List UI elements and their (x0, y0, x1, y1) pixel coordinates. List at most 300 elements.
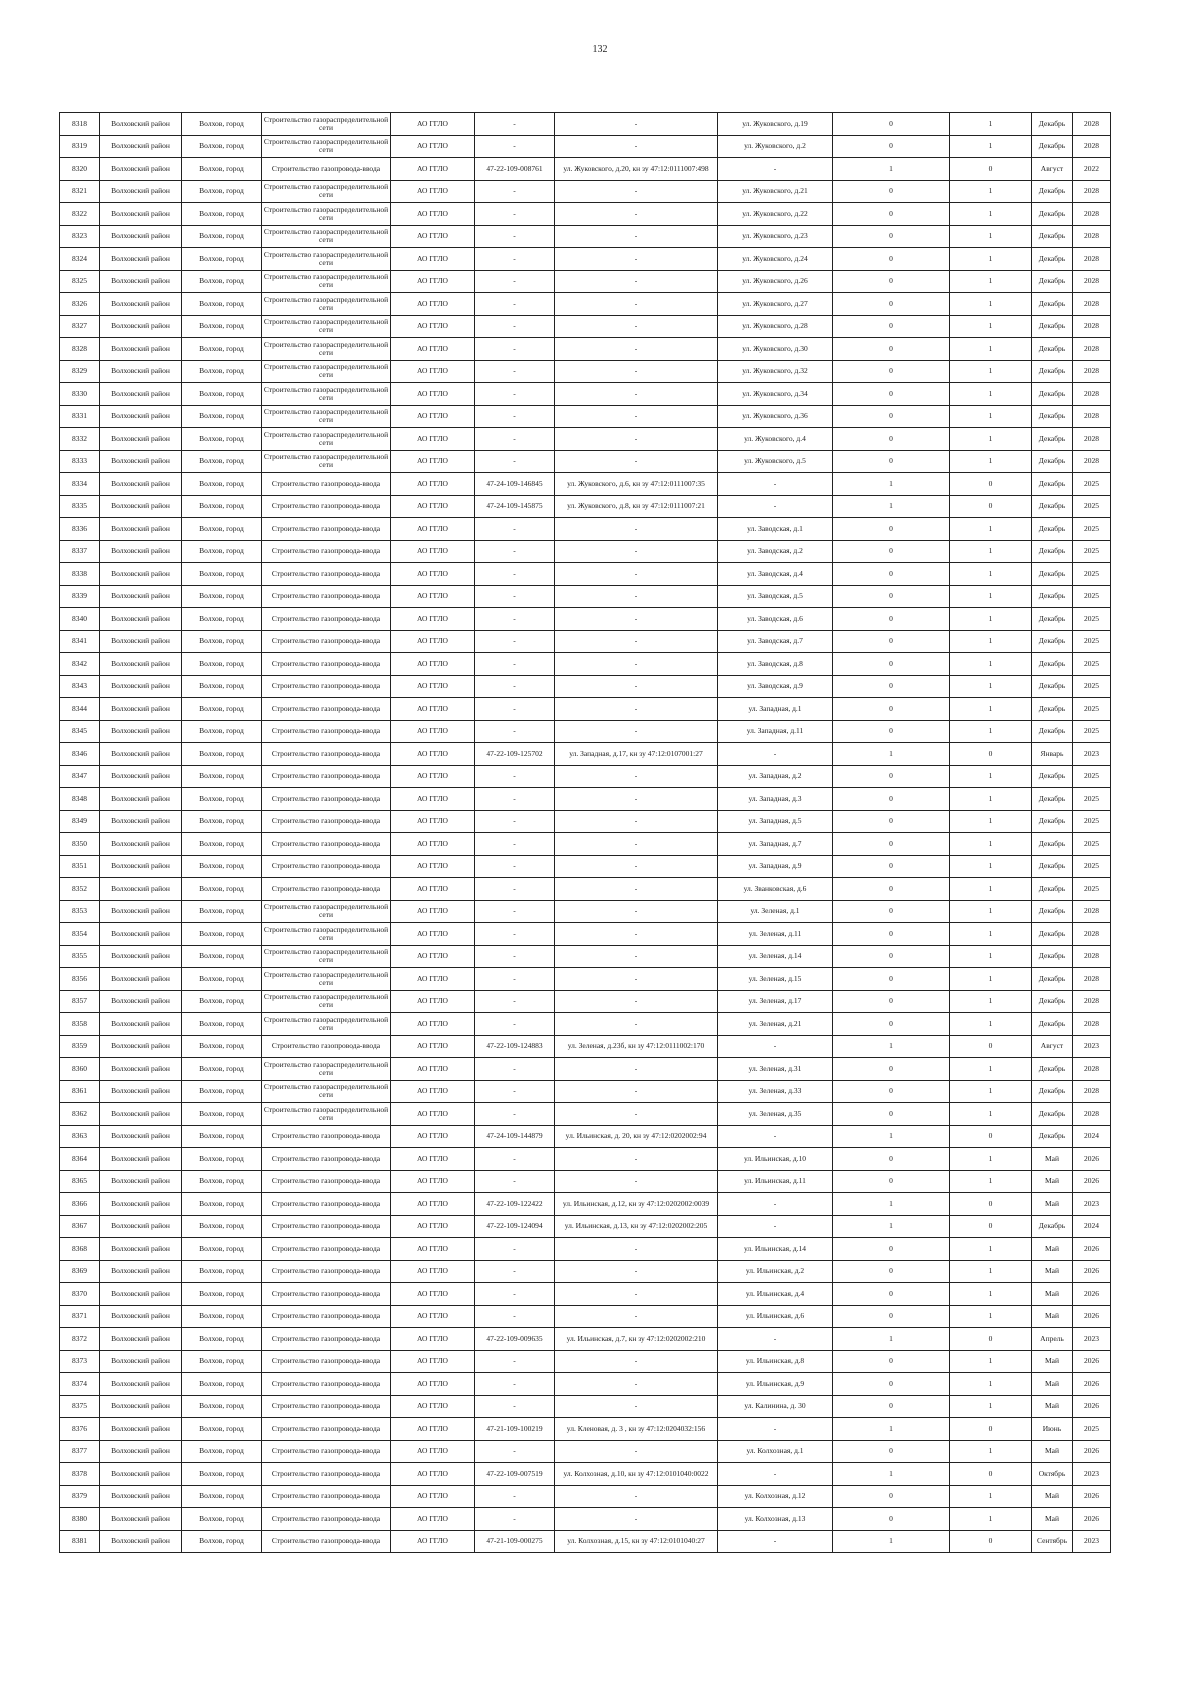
work-type-cell: Строительство газопровода-ввода (262, 833, 391, 856)
cadastral-address-cell: - (555, 855, 718, 878)
table-row (60, 248, 1111, 271)
address-cell: ул. Западная, д.2 (718, 765, 833, 788)
cadastral-address-cell: - (555, 653, 718, 676)
work-type-cell: Строительство газопровода-ввода (262, 1125, 391, 1148)
work-type-cell: Строительство газопровода-ввода (262, 698, 391, 721)
count-planned-cell: 1 (950, 293, 1032, 316)
table-row (60, 968, 1111, 991)
settlement-cell: Волхов, город (182, 1103, 262, 1126)
year-cell: 2025 (1073, 630, 1111, 653)
cadastral-address-cell: - (555, 765, 718, 788)
work-type-cell: Строительство газораспределительной сети (262, 1103, 391, 1126)
month-cell: Декабрь (1032, 540, 1073, 563)
settlement-cell: Волхов, город (182, 1463, 262, 1486)
district-cell: Волховский район (100, 518, 182, 541)
district-cell: Волховский район (100, 248, 182, 271)
table-row (60, 293, 1111, 316)
count-planned-cell: 0 (950, 1530, 1032, 1553)
work-type-cell: Строительство газораспределительной сети (262, 1080, 391, 1103)
operator-cell: АО ГГЛО (391, 1418, 475, 1441)
district-cell: Волховский район (100, 383, 182, 406)
row-number-cell: 8372 (60, 1328, 100, 1351)
district-cell: Волховский район (100, 1283, 182, 1306)
table-row (60, 405, 1111, 428)
district-cell: Волховский район (100, 1530, 182, 1553)
row-number-cell: 8322 (60, 203, 100, 226)
address-cell: ул. Зеленая, д.15 (718, 968, 833, 991)
application-number-cell: - (475, 630, 555, 653)
district-cell: Волховский район (100, 1238, 182, 1261)
row-number-cell: 8329 (60, 360, 100, 383)
cadastral-address-cell: - (555, 1485, 718, 1508)
address-cell: ул. Заводская, д.4 (718, 563, 833, 586)
table-row (60, 1193, 1111, 1216)
district-cell: Волховский район (100, 540, 182, 563)
count-planned-cell: 1 (950, 585, 1032, 608)
month-cell: Декабрь (1032, 338, 1073, 361)
row-number-cell: 8336 (60, 518, 100, 541)
work-type-cell: Строительство газопровода-ввода (262, 1508, 391, 1531)
count-planned-cell: 1 (950, 1013, 1032, 1036)
cadastral-address-cell: - (555, 248, 718, 271)
year-cell: 2028 (1073, 113, 1111, 136)
count-planned-cell: 1 (950, 450, 1032, 473)
operator-cell: АО ГГЛО (391, 630, 475, 653)
cadastral-address-cell: - (555, 518, 718, 541)
district-cell: Волховский район (100, 698, 182, 721)
count-connected-cell: 0 (833, 428, 950, 451)
cadastral-address-cell: - (555, 1373, 718, 1396)
cadastral-address-cell: ул. Кленовая, д. 3 , кн зу 47:12:0204032:156 (555, 1418, 718, 1441)
work-type-cell: Строительство газораспределительной сети (262, 945, 391, 968)
table-row (60, 1148, 1111, 1171)
address-cell: ул. Жуковского, д.27 (718, 293, 833, 316)
count-connected-cell: 0 (833, 1350, 950, 1373)
address-cell: ул. Калинина, д. 30 (718, 1395, 833, 1418)
table-row (60, 630, 1111, 653)
month-cell: Декабрь (1032, 518, 1073, 541)
application-number-cell: 47-24-109-144879 (475, 1125, 555, 1148)
cadastral-address-cell: - (555, 1508, 718, 1531)
year-cell: 2028 (1073, 1103, 1111, 1126)
settlement-cell: Волхов, город (182, 1305, 262, 1328)
application-number-cell: - (475, 1260, 555, 1283)
work-type-cell: Строительство газопровода-ввода (262, 158, 391, 181)
settlement-cell: Волхов, город (182, 855, 262, 878)
work-type-cell: Строительство газораспределительной сети (262, 1058, 391, 1081)
district-cell: Волховский район (100, 675, 182, 698)
month-cell: Май (1032, 1440, 1073, 1463)
count-connected-cell: 0 (833, 1283, 950, 1306)
year-cell: 2026 (1073, 1395, 1111, 1418)
row-number-cell: 8373 (60, 1350, 100, 1373)
address-cell: ул. Заводская, д.1 (718, 518, 833, 541)
cadastral-address-cell: - (555, 1080, 718, 1103)
district-cell: Волховский район (100, 1080, 182, 1103)
count-planned-cell: 1 (950, 1373, 1032, 1396)
year-cell: 2026 (1073, 1148, 1111, 1171)
count-connected-cell: 0 (833, 1485, 950, 1508)
operator-cell: АО ГГЛО (391, 1485, 475, 1508)
row-number-cell: 8323 (60, 225, 100, 248)
row-number-cell: 8356 (60, 968, 100, 991)
row-number-cell: 8340 (60, 608, 100, 631)
row-number-cell: 8375 (60, 1395, 100, 1418)
operator-cell: АО ГГЛО (391, 878, 475, 901)
row-number-cell: 8343 (60, 675, 100, 698)
operator-cell: АО ГГЛО (391, 1013, 475, 1036)
application-number-cell: - (475, 225, 555, 248)
row-number-cell: 8331 (60, 405, 100, 428)
district-cell: Волховский район (100, 1328, 182, 1351)
work-type-cell: Строительство газораспределительной сети (262, 270, 391, 293)
settlement-cell: Волхов, город (182, 180, 262, 203)
row-number-cell: 8366 (60, 1193, 100, 1216)
month-cell: Май (1032, 1485, 1073, 1508)
work-type-cell: Строительство газопровода-ввода (262, 1373, 391, 1396)
count-connected-cell: 0 (833, 203, 950, 226)
work-type-cell: Строительство газораспределительной сети (262, 180, 391, 203)
row-number-cell: 8380 (60, 1508, 100, 1531)
district-cell: Волховский район (100, 855, 182, 878)
count-planned-cell: 0 (950, 1328, 1032, 1351)
district-cell: Волховский район (100, 765, 182, 788)
settlement-cell: Волхов, город (182, 945, 262, 968)
address-cell: - (718, 1530, 833, 1553)
count-planned-cell: 1 (950, 923, 1032, 946)
settlement-cell: Волхов, город (182, 1418, 262, 1441)
operator-cell: АО ГГЛО (391, 788, 475, 811)
row-number-cell: 8332 (60, 428, 100, 451)
count-planned-cell: 0 (950, 1215, 1032, 1238)
count-planned-cell: 1 (950, 1058, 1032, 1081)
settlement-cell: Волхов, город (182, 113, 262, 136)
table-row (60, 1485, 1111, 1508)
count-planned-cell: 1 (950, 1238, 1032, 1261)
operator-cell: АО ГГЛО (391, 833, 475, 856)
work-type-cell: Строительство газораспределительной сети (262, 1013, 391, 1036)
cadastral-address-cell: - (555, 135, 718, 158)
application-number-cell: 47-22-109-124094 (475, 1215, 555, 1238)
row-number-cell: 8337 (60, 540, 100, 563)
row-number-cell: 8381 (60, 1530, 100, 1553)
row-number-cell: 8360 (60, 1058, 100, 1081)
table-row (60, 1328, 1111, 1351)
district-cell: Волховский район (100, 810, 182, 833)
count-connected-cell: 0 (833, 720, 950, 743)
month-cell: Май (1032, 1193, 1073, 1216)
cadastral-address-cell: - (555, 833, 718, 856)
work-type-cell: Строительство газопровода-ввода (262, 878, 391, 901)
settlement-cell: Волхов, город (182, 518, 262, 541)
cadastral-address-cell: - (555, 225, 718, 248)
year-cell: 2025 (1073, 563, 1111, 586)
operator-cell: АО ГГЛО (391, 225, 475, 248)
month-cell: Декабрь (1032, 630, 1073, 653)
application-number-cell: - (475, 315, 555, 338)
application-number-cell: - (475, 518, 555, 541)
district-cell: Волховский район (100, 113, 182, 136)
count-planned-cell: 1 (950, 945, 1032, 968)
settlement-cell: Волхов, город (182, 1283, 262, 1306)
row-number-cell: 8348 (60, 788, 100, 811)
count-connected-cell: 1 (833, 495, 950, 518)
count-planned-cell: 1 (950, 833, 1032, 856)
address-cell: ул. Жуковского, д.23 (718, 225, 833, 248)
month-cell: Октябрь (1032, 1463, 1073, 1486)
work-type-cell: Строительство газопровода-ввода (262, 788, 391, 811)
cadastral-address-cell: - (555, 698, 718, 721)
application-number-cell: - (475, 1440, 555, 1463)
settlement-cell: Волхов, город (182, 900, 262, 923)
work-type-cell: Строительство газопровода-ввода (262, 563, 391, 586)
count-planned-cell: 1 (950, 1260, 1032, 1283)
settlement-cell: Волхов, город (182, 878, 262, 901)
work-type-cell: Строительство газопровода-ввода (262, 540, 391, 563)
count-planned-cell: 1 (950, 788, 1032, 811)
count-planned-cell: 1 (950, 968, 1032, 991)
application-number-cell: 47-22-109-007519 (475, 1463, 555, 1486)
count-planned-cell: 1 (950, 270, 1032, 293)
month-cell: Май (1032, 1395, 1073, 1418)
row-number-cell: 8352 (60, 878, 100, 901)
district-cell: Волховский район (100, 900, 182, 923)
month-cell: Сентябрь (1032, 1530, 1073, 1553)
count-planned-cell: 1 (950, 428, 1032, 451)
operator-cell: АО ГГЛО (391, 1373, 475, 1396)
row-number-cell: 8363 (60, 1125, 100, 1148)
table-row (60, 135, 1111, 158)
year-cell: 2028 (1073, 900, 1111, 923)
table-row (60, 540, 1111, 563)
work-type-cell: Строительство газопровода-ввода (262, 1215, 391, 1238)
application-number-cell: - (475, 563, 555, 586)
count-connected-cell: 0 (833, 1260, 950, 1283)
application-number-cell: 47-22-109-122422 (475, 1193, 555, 1216)
year-cell: 2028 (1073, 135, 1111, 158)
work-type-cell: Строительство газораспределительной сети (262, 450, 391, 473)
count-connected-cell: 0 (833, 383, 950, 406)
address-cell: ул. Колхозная, д.13 (718, 1508, 833, 1531)
year-cell: 2025 (1073, 1418, 1111, 1441)
work-type-cell: Строительство газопровода-ввода (262, 1328, 391, 1351)
application-number-cell: - (475, 1080, 555, 1103)
table-row (60, 765, 1111, 788)
operator-cell: АО ГГЛО (391, 990, 475, 1013)
settlement-cell: Волхов, город (182, 225, 262, 248)
district-cell: Волховский район (100, 788, 182, 811)
work-type-cell: Строительство газопровода-ввода (262, 1418, 391, 1441)
row-number-cell: 8355 (60, 945, 100, 968)
table-row (60, 1215, 1111, 1238)
month-cell: Декабрь (1032, 653, 1073, 676)
count-connected-cell: 0 (833, 1440, 950, 1463)
operator-cell: АО ГГЛО (391, 1440, 475, 1463)
year-cell: 2026 (1073, 1440, 1111, 1463)
count-connected-cell: 0 (833, 563, 950, 586)
district-cell: Волховский район (100, 1058, 182, 1081)
month-cell: Декабрь (1032, 113, 1073, 136)
application-number-cell: - (475, 923, 555, 946)
work-type-cell: Строительство газораспределительной сети (262, 990, 391, 1013)
month-cell: Декабрь (1032, 270, 1073, 293)
year-cell: 2026 (1073, 1283, 1111, 1306)
table-row (60, 923, 1111, 946)
district-cell: Волховский район (100, 990, 182, 1013)
month-cell: Май (1032, 1148, 1073, 1171)
month-cell: Декабрь (1032, 990, 1073, 1013)
address-cell: ул. Ильинская, д.6 (718, 1305, 833, 1328)
row-number-cell: 8333 (60, 450, 100, 473)
address-cell: ул. Западная, д.9 (718, 855, 833, 878)
cadastral-address-cell: - (555, 1440, 718, 1463)
count-connected-cell: 0 (833, 248, 950, 271)
cadastral-address-cell: ул. Жуковского, д.8, кн зу 47:12:0111007:21 (555, 495, 718, 518)
count-planned-cell: 1 (950, 338, 1032, 361)
settlement-cell: Волхов, город (182, 540, 262, 563)
table-row (60, 315, 1111, 338)
district-cell: Волховский район (100, 878, 182, 901)
address-cell: ул. Заводская, д.2 (718, 540, 833, 563)
cadastral-address-cell: - (555, 720, 718, 743)
cadastral-address-cell: ул. Ильинская, д.13, кн зу 47:12:0202002:205 (555, 1215, 718, 1238)
count-connected-cell: 0 (833, 1395, 950, 1418)
year-cell: 2028 (1073, 405, 1111, 428)
row-number-cell: 8378 (60, 1463, 100, 1486)
month-cell: Декабрь (1032, 1058, 1073, 1081)
operator-cell: АО ГГЛО (391, 1328, 475, 1351)
work-type-cell: Строительство газопровода-ввода (262, 1463, 391, 1486)
work-type-cell: Строительство газораспределительной сети (262, 428, 391, 451)
operator-cell: АО ГГЛО (391, 1148, 475, 1171)
count-planned-cell: 1 (950, 1103, 1032, 1126)
settlement-cell: Волхов, город (182, 1058, 262, 1081)
table-row (60, 855, 1111, 878)
month-cell: Декабрь (1032, 1103, 1073, 1126)
year-cell: 2025 (1073, 855, 1111, 878)
month-cell: Май (1032, 1305, 1073, 1328)
cadastral-address-cell: - (555, 428, 718, 451)
work-type-cell: Строительство газопровода-ввода (262, 765, 391, 788)
settlement-cell: Волхов, город (182, 1328, 262, 1351)
cadastral-address-cell: - (555, 113, 718, 136)
settlement-cell: Волхов, город (182, 405, 262, 428)
cadastral-address-cell: - (555, 1283, 718, 1306)
year-cell: 2024 (1073, 1215, 1111, 1238)
table-row (60, 900, 1111, 923)
count-planned-cell: 1 (950, 1440, 1032, 1463)
month-cell: Август (1032, 158, 1073, 181)
cadastral-address-cell: - (555, 180, 718, 203)
address-cell: ул. Ильинская, д.8 (718, 1350, 833, 1373)
count-connected-cell: 1 (833, 1530, 950, 1553)
table-row (60, 1238, 1111, 1261)
settlement-cell: Волхов, город (182, 338, 262, 361)
table-row (60, 518, 1111, 541)
year-cell: 2028 (1073, 990, 1111, 1013)
work-type-cell: Строительство газопровода-ввода (262, 1305, 391, 1328)
district-cell: Волховский район (100, 968, 182, 991)
count-connected-cell: 0 (833, 788, 950, 811)
month-cell: Декабрь (1032, 788, 1073, 811)
cadastral-address-cell: ул. Ильинская, д.12, кн зу 47:12:0202002:0039 (555, 1193, 718, 1216)
table-row (60, 113, 1111, 136)
count-connected-cell: 1 (833, 1215, 950, 1238)
address-cell: - (718, 1418, 833, 1441)
cadastral-address-cell: - (555, 450, 718, 473)
month-cell: Апрель (1032, 1328, 1073, 1351)
district-cell: Волховский район (100, 945, 182, 968)
application-number-cell: - (475, 113, 555, 136)
cadastral-address-cell: - (555, 1238, 718, 1261)
district-cell: Волховский район (100, 585, 182, 608)
settlement-cell: Волхов, город (182, 203, 262, 226)
count-connected-cell: 0 (833, 293, 950, 316)
settlement-cell: Волхов, город (182, 135, 262, 158)
application-number-cell: - (475, 788, 555, 811)
cadastral-address-cell: - (555, 923, 718, 946)
row-number-cell: 8334 (60, 473, 100, 496)
cadastral-address-cell: - (555, 1148, 718, 1171)
operator-cell: АО ГГЛО (391, 1238, 475, 1261)
year-cell: 2025 (1073, 608, 1111, 631)
address-cell: ул. Жуковского, д.22 (718, 203, 833, 226)
application-number-cell: - (475, 1238, 555, 1261)
operator-cell: АО ГГЛО (391, 473, 475, 496)
application-number-cell: - (475, 1148, 555, 1171)
row-number-cell: 8324 (60, 248, 100, 271)
count-connected-cell: 0 (833, 585, 950, 608)
table-row (60, 788, 1111, 811)
year-cell: 2028 (1073, 428, 1111, 451)
row-number-cell: 8345 (60, 720, 100, 743)
settlement-cell: Волхов, город (182, 653, 262, 676)
cadastral-address-cell: - (555, 630, 718, 653)
operator-cell: АО ГГЛО (391, 720, 475, 743)
operator-cell: АО ГГЛО (391, 450, 475, 473)
month-cell: Декабрь (1032, 473, 1073, 496)
address-cell: ул. Зеленая, д.17 (718, 990, 833, 1013)
count-connected-cell: 1 (833, 158, 950, 181)
cadastral-address-cell: - (555, 968, 718, 991)
year-cell: 2028 (1073, 1013, 1111, 1036)
address-cell: ул. Ильинская, д.9 (718, 1373, 833, 1396)
work-type-cell: Строительство газопровода-ввода (262, 675, 391, 698)
work-type-cell: Строительство газопровода-ввода (262, 518, 391, 541)
month-cell: Декабрь (1032, 203, 1073, 226)
district-cell: Волховский район (100, 1305, 182, 1328)
table-row (60, 180, 1111, 203)
cadastral-address-cell: - (555, 1350, 718, 1373)
month-cell: Май (1032, 1350, 1073, 1373)
month-cell: Декабрь (1032, 495, 1073, 518)
operator-cell: АО ГГЛО (391, 923, 475, 946)
table-row (60, 1395, 1111, 1418)
address-cell: ул. Заводская, д.7 (718, 630, 833, 653)
address-cell: ул. Заводская, д.9 (718, 675, 833, 698)
year-cell: 2026 (1073, 1373, 1111, 1396)
settlement-cell: Волхов, город (182, 248, 262, 271)
address-cell: ул. Зеленая, д.35 (718, 1103, 833, 1126)
year-cell: 2025 (1073, 788, 1111, 811)
table-row (60, 1058, 1111, 1081)
application-number-cell: - (475, 833, 555, 856)
work-type-cell: Строительство газопровода-ввода (262, 1193, 391, 1216)
settlement-cell: Волхов, город (182, 1080, 262, 1103)
settlement-cell: Волхов, город (182, 315, 262, 338)
table-row (60, 383, 1111, 406)
settlement-cell: Волхов, город (182, 473, 262, 496)
